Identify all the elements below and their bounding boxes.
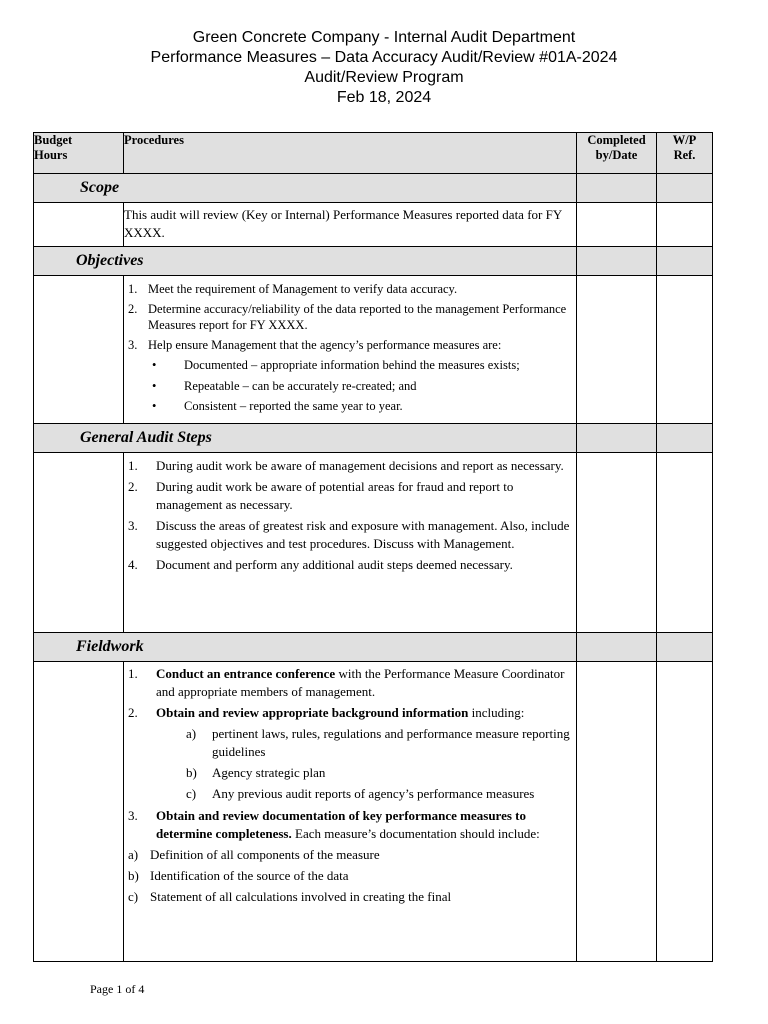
bullet-item: • Documented – appropriate information behind the measures exists; [152,358,520,372]
table-row [34,203,713,247]
sub-list-item: a) pertinent laws, rules, regulations and performance measure reporting guidelines [186,726,570,759]
section-row-objectives [34,247,713,276]
section-row-scope [34,174,713,203]
table-row [34,662,713,962]
company-title: Green Concrete Company - Internal Audit Department [192,29,576,46]
table-row [34,453,713,633]
section-row-fieldwork [34,633,713,662]
budget-hours-header: Budget Hours [34,133,124,174]
sub-list-item: c) Any previous audit reports of agency’s performance measures [186,786,535,801]
section-title-fieldwork: Fieldwork [34,633,577,662]
wp-ref-cell[interactable] [657,662,713,962]
bullet-item: • Consistent – reported the same year to year. [152,399,403,413]
section-title-objectives: Objectives [34,247,577,276]
sub-list-item: b) Identification of the source of the data [128,868,349,883]
list-item: 3. Obtain and review documentation of key performance measures to determine completeness. Each measure’s documentation should include: [128,808,540,841]
scope-text: This audit will review (Key or Internal) Performance Measures reported data for FY XXXX. [124,203,577,247]
document-date: Feb 18, 2024 [336,89,432,106]
list-item: 1. During audit work be aware of management decisions and report as necessary. [128,458,564,473]
section-row-general [34,424,713,453]
list-item: 1. Meet the requirement of Management to verify data accuracy. [128,282,458,296]
wp-ref-header: W/P Ref. [657,133,713,174]
completed-cell[interactable] [577,276,657,424]
audit-program-table [33,132,713,962]
sub-list-item: a) Definition of all components of the measure [128,847,380,862]
list-item: 1. Conduct an entrance conference with the Performance Measure Coordinator and appropriate members of management. [128,666,565,699]
completed-cell[interactable] [577,662,657,962]
section-title-scope: Scope [34,174,577,203]
completed-cell[interactable] [577,203,657,247]
list-item: 2. Obtain and review appropriate background information including: [128,705,525,720]
list-item: 3. Help ensure Management that the agency’s performance measures are: [128,337,502,352]
sub-list-item: b) Agency strategic plan [186,765,326,780]
list-item: 4. Document and perform any additional audit steps deemed necessary. [128,557,513,572]
list-item: 3. Discuss the areas of greatest risk and exposure with management. Also, include suggested objectives and test procedures. Discuss with Management. [128,518,570,551]
section-title-general: General Audit Steps [34,424,577,453]
list-item: 2. During audit work be aware of potential areas for fraud and report to management as necessary. [128,479,514,512]
completed-header: Completed by/Date [577,133,657,174]
sub-list-item: c) Statement of all calculations involved in creating the final [128,889,452,904]
table-row [34,276,713,424]
procedures-header: Procedures [124,133,577,174]
program-title: Audit/Review Program [304,69,464,86]
wp-ref-cell[interactable] [657,203,713,247]
audit-title: Performance Measures – Data Accuracy Audit/Review #01A-2024 [150,49,618,66]
table-header-row [34,133,713,174]
wp-ref-cell[interactable] [657,453,713,633]
document-header [0,28,768,108]
list-item: 2. Determine accuracy/reliability of the data reported to the management Performance Measures report for FY XXXX. [128,301,567,332]
page-number: Page 1 of 4 [90,982,145,996]
bullet-item: • Repeatable – can be accurately re-created; and [152,378,417,393]
wp-ref-cell[interactable] [657,276,713,424]
completed-cell[interactable] [577,453,657,633]
